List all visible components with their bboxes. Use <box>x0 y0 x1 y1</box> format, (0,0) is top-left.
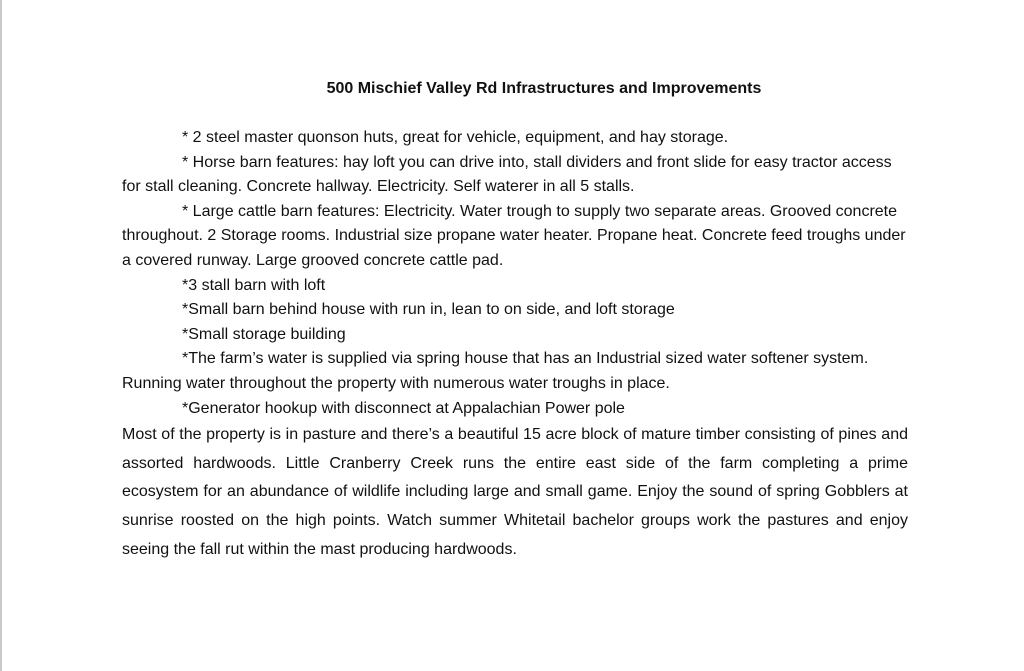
bullet-storage-building: *Small storage building <box>182 325 346 343</box>
document-title: 500 Mischief Valley Rd Infrastructures and Improvements <box>326 80 762 97</box>
bullet-water-supply: *The farm’s water is supplied via spring house that has an Industrial sized water softener system. Running water throughout the property with numerous water troughs in place. <box>122 350 869 392</box>
bullet-stall-barn: *3 stall barn with loft <box>182 276 326 294</box>
bullet-horse-barn: * Horse barn features: hay loft you can drive into, stall dividers and front slide for easy tractor access for stall cleaning. Concrete hallway. Electricity. Self waterer in all 5 stalls. <box>122 153 892 196</box>
bullet-cattle-barn: * Large cattle barn features: Electricity. Water trough to supply two separate areas. Grooved concrete throughout. 2 Storage rooms. Industrial size propane water heater. Propane heat. Concrete feed troughs under a covered runway. Large grooved concrete cattle pad. <box>122 202 906 269</box>
bullet-quonset-huts: * 2 steel master quonson huts, great for vehicle, equipment, and hay storage. <box>182 129 729 146</box>
bullet-small-barn: *Small barn behind house with run in, lean to on side, and loft storage <box>182 301 675 319</box>
bullet-generator-hookup: *Generator hookup with disconnect at Appalachian Power pole <box>182 399 625 417</box>
property-description: Most of the property is in pasture and there’s a beautiful 15 acre block of mature timber consisting of pines and assorted hardwoods. Little Cranberry Creek runs the entire east side of the farm completing a prime ecosystem for an abundance of wildlife including large and small game. Enjoy the sound of spring Gobblers at sunrise roosted on the high points. Watch summer Whitetail bachelor groups work the pastures and enjoy seeing the fall rut within the mast producing hardwoods. <box>122 426 908 558</box>
document-page <box>122 78 908 564</box>
page-edge-divider <box>0 0 2 671</box>
